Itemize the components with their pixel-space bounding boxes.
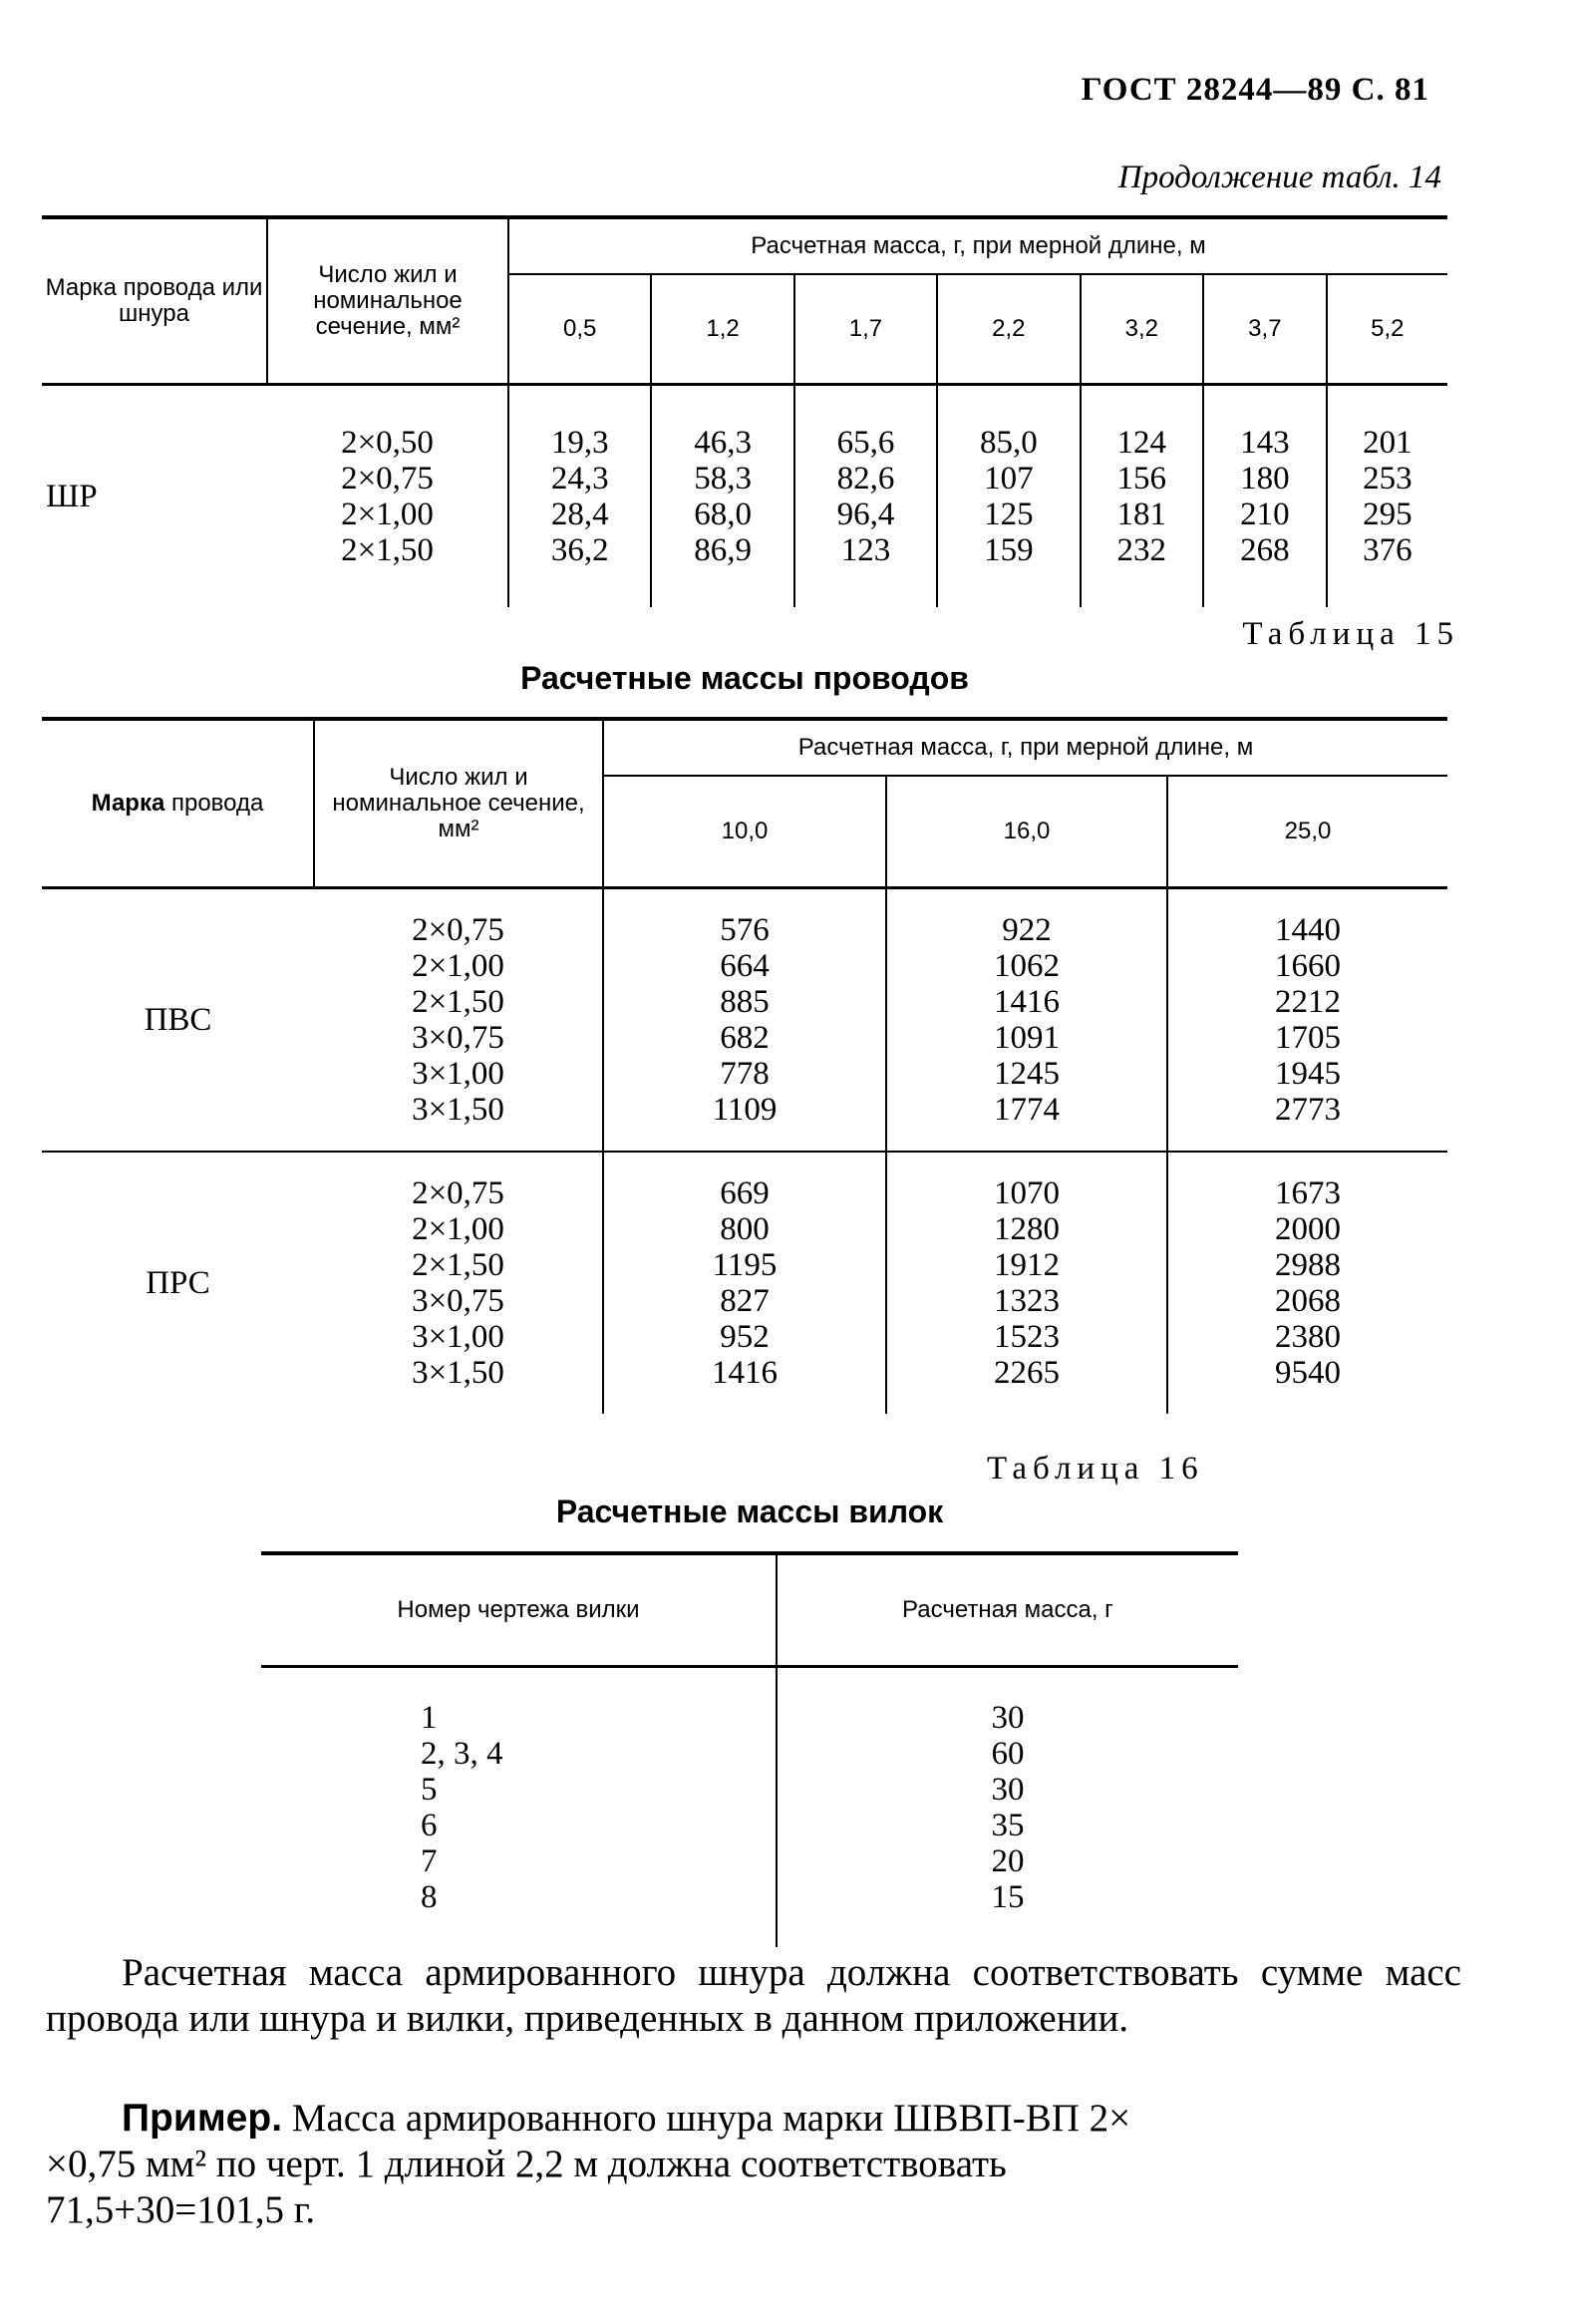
mass-column [1327, 385, 1447, 608]
section-value: 3×0,75 [412, 1283, 504, 1319]
mass-value: 9540 [1275, 1355, 1341, 1391]
drawing-number: 8 [421, 1879, 438, 1915]
mass-value: 123 [840, 532, 891, 568]
mass-value: 85,0 [979, 425, 1038, 461]
mass-value: 778 [720, 1056, 770, 1092]
drawing-number: 5 [421, 1772, 438, 1808]
mass-value: 201 [1363, 425, 1412, 461]
section-value: 3×0,75 [412, 1020, 504, 1056]
mass-value: 827 [720, 1283, 770, 1319]
section-value: 2×1,50 [341, 532, 434, 568]
mass-value: 1705 [1275, 1020, 1341, 1056]
mass-value: 800 [720, 1211, 770, 1247]
mass-value: 1323 [994, 1283, 1060, 1319]
mass-value: 124 [1116, 425, 1167, 461]
example-line-3: 71,5+30=101,5 г. [46, 2188, 316, 2231]
length-header: 1,7 [794, 274, 937, 385]
mass-value: 210 [1240, 497, 1290, 532]
mass-value: 36,2 [550, 532, 609, 568]
table-row [42, 888, 1447, 1153]
length-header: 2,2 [937, 274, 1080, 385]
drawing-list [261, 1667, 777, 1948]
mass-column [886, 1152, 1167, 1414]
wire-mark: ШР [42, 385, 267, 608]
mass-value: 46,3 [694, 425, 752, 461]
length-header: 5,2 [1371, 315, 1405, 342]
mass-value: 1109 [712, 1092, 778, 1128]
mass-value: 885 [720, 984, 770, 1020]
table-15-label: Таблица 15 [1242, 616, 1459, 652]
mass-value: 35 [991, 1808, 1025, 1843]
drawing-number: 7 [421, 1843, 438, 1879]
section-value: 2×0,50 [341, 425, 434, 461]
length-header: 16,0 [886, 776, 1167, 888]
col-header-mark-rest: провода [170, 790, 264, 817]
mass-value: 2068 [1275, 1283, 1341, 1319]
section-value: 3×1,00 [412, 1319, 504, 1355]
mass-column [1167, 1152, 1447, 1414]
mass-value: 125 [984, 497, 1034, 532]
length-header: 25,0 [1284, 818, 1332, 844]
mass-column [603, 1152, 886, 1414]
mass-value: 65,6 [836, 425, 895, 461]
mass-value: 1062 [994, 948, 1060, 984]
mass-value: 295 [1363, 497, 1412, 532]
mass-column [603, 888, 886, 1153]
mass-value: 86,9 [694, 532, 752, 568]
wire-mark: ПРС [42, 1152, 314, 1414]
col-header-group: Расчетная масса, г, при мерной длине, м [508, 217, 1447, 274]
mass-value: 1440 [1275, 912, 1341, 948]
col-header-mark-bold: Марка [91, 790, 165, 817]
mass-list [777, 1667, 1238, 1948]
col-header-group: Расчетная масса, г, при мерной длине, м [603, 719, 1447, 776]
section-value: 3×1,00 [412, 1056, 504, 1092]
example-line-1 [46, 2096, 1461, 2142]
mass-value: 1195 [712, 1247, 778, 1283]
example-text-1: Масса армированного шнура марки ШВВП-ВП 2× [282, 2097, 1131, 2140]
mass-value: 96,4 [836, 497, 895, 532]
example-paragraph [46, 2096, 1461, 2233]
example-label: Пример. [122, 2097, 283, 2140]
col-header-mark: Марка провода или шнура [42, 217, 267, 385]
drawing-number: 1 [421, 1700, 438, 1736]
section-value: 3×1,50 [412, 1355, 504, 1391]
section-list [267, 385, 508, 608]
table-15-title: Расчетные массы проводов [520, 660, 969, 696]
mass-value: 1416 [994, 984, 1060, 1020]
col-header-drawing: Номер чертежа вилки [261, 1553, 777, 1667]
section-value: 2×0,75 [412, 912, 504, 948]
document-reference: ГОСТ 28244—89 С. 81 [1081, 72, 1429, 108]
table-row [42, 385, 1447, 608]
table-14 [42, 215, 1447, 607]
section-list [314, 888, 603, 1153]
length-header: 10,0 [603, 776, 886, 888]
section-value: 2×0,75 [412, 1175, 504, 1211]
mass-value: 60 [991, 1736, 1025, 1772]
table-row [261, 1667, 1238, 1948]
table-15 [42, 717, 1447, 1414]
table-row [42, 1152, 1447, 1414]
mass-value: 1774 [994, 1092, 1060, 1128]
mass-value: 376 [1363, 532, 1412, 568]
section-value: 2×1,00 [412, 1211, 504, 1247]
mass-column [794, 385, 937, 608]
mass-value: 82,6 [836, 461, 895, 497]
mass-value: 232 [1116, 532, 1167, 568]
mass-column [1081, 385, 1204, 608]
mass-value: 1945 [1275, 1056, 1341, 1092]
mass-column [508, 385, 651, 608]
mass-value: 1280 [994, 1211, 1060, 1247]
mass-value: 664 [720, 948, 770, 984]
table-16-title: Расчетные массы вилок [555, 1494, 944, 1529]
mass-value: 682 [720, 1020, 770, 1056]
mass-value: 1070 [994, 1175, 1060, 1211]
section-value: 2×1,00 [412, 948, 504, 984]
mass-value: 58,3 [694, 461, 752, 497]
col-header-mass: Расчетная масса, г [902, 1596, 1113, 1623]
section-value: 2×1,50 [412, 984, 504, 1020]
mass-value: 143 [1240, 425, 1290, 461]
mass-value: 15 [991, 1879, 1025, 1915]
mass-value: 156 [1116, 461, 1167, 497]
body-paragraph: Расчетная масса армированного шнура должна соответствовать сумме масс провода или шнура и вилки, приведенных в данном приложении. [46, 1951, 1461, 2040]
mass-value: 180 [1240, 461, 1290, 497]
mass-value: 922 [1002, 912, 1052, 948]
length-header: 1,2 [651, 274, 793, 385]
mass-value: 669 [720, 1175, 770, 1211]
mass-value: 576 [720, 912, 770, 948]
section-value: 2×1,00 [341, 497, 434, 532]
table-16 [261, 1551, 1238, 1947]
mass-value: 2380 [1275, 1319, 1341, 1355]
mass-column [1167, 888, 1447, 1153]
mass-value: 2773 [1275, 1092, 1341, 1128]
col-header-section: Число жил и номинальное сечение, мм² [267, 217, 508, 385]
mass-value: 253 [1363, 461, 1412, 497]
length-header: 3,7 [1203, 274, 1327, 385]
wire-mark: ПВС [42, 888, 314, 1153]
mass-value: 2988 [1275, 1247, 1341, 1283]
mass-value: 268 [1240, 532, 1290, 568]
example-line-2: ×0,75 мм² по черт. 1 длиной 2,2 м должна соответствовать [46, 2143, 1007, 2185]
mass-value: 24,3 [550, 461, 609, 497]
mass-value: 107 [984, 461, 1034, 497]
mass-value: 1673 [1275, 1175, 1341, 1211]
table-continuation-label: Продолжение табл. 14 [1117, 160, 1441, 195]
mass-value: 30 [991, 1772, 1025, 1808]
mass-column [651, 385, 793, 608]
mass-column [937, 385, 1080, 608]
section-value: 2×1,50 [412, 1247, 504, 1283]
section-list [314, 1152, 603, 1414]
section-value: 3×1,50 [412, 1092, 504, 1128]
mass-value: 181 [1116, 497, 1167, 532]
mass-column [886, 888, 1167, 1153]
col-header-section: Число жил и номинальное сечение, мм² [314, 719, 603, 888]
mass-value: 1245 [994, 1056, 1060, 1092]
mass-value: 20 [991, 1843, 1025, 1879]
mass-value: 159 [984, 532, 1034, 568]
length-header: 3,2 [1081, 274, 1204, 385]
mass-value: 2212 [1275, 984, 1341, 1020]
drawing-number: 2, 3, 4 [421, 1736, 503, 1772]
mass-value: 1912 [994, 1247, 1060, 1283]
mass-value: 68,0 [694, 497, 752, 532]
mass-value: 952 [720, 1319, 770, 1355]
mass-value: 2265 [994, 1355, 1060, 1391]
mass-value: 1091 [994, 1020, 1060, 1056]
mass-value: 1416 [712, 1355, 778, 1391]
mass-value: 28,4 [550, 497, 609, 532]
mass-value: 1660 [1275, 948, 1341, 984]
section-value: 2×0,75 [341, 461, 434, 497]
drawing-number: 6 [421, 1808, 438, 1843]
mass-column [1203, 385, 1327, 608]
mass-value: 2000 [1275, 1211, 1341, 1247]
table-16-label: Таблица 16 [987, 1451, 1204, 1487]
mass-value: 1523 [994, 1319, 1060, 1355]
mass-value: 30 [991, 1700, 1025, 1736]
length-header: 0,5 [508, 274, 651, 385]
mass-value: 19,3 [550, 425, 609, 461]
col-header-mark [42, 719, 314, 888]
